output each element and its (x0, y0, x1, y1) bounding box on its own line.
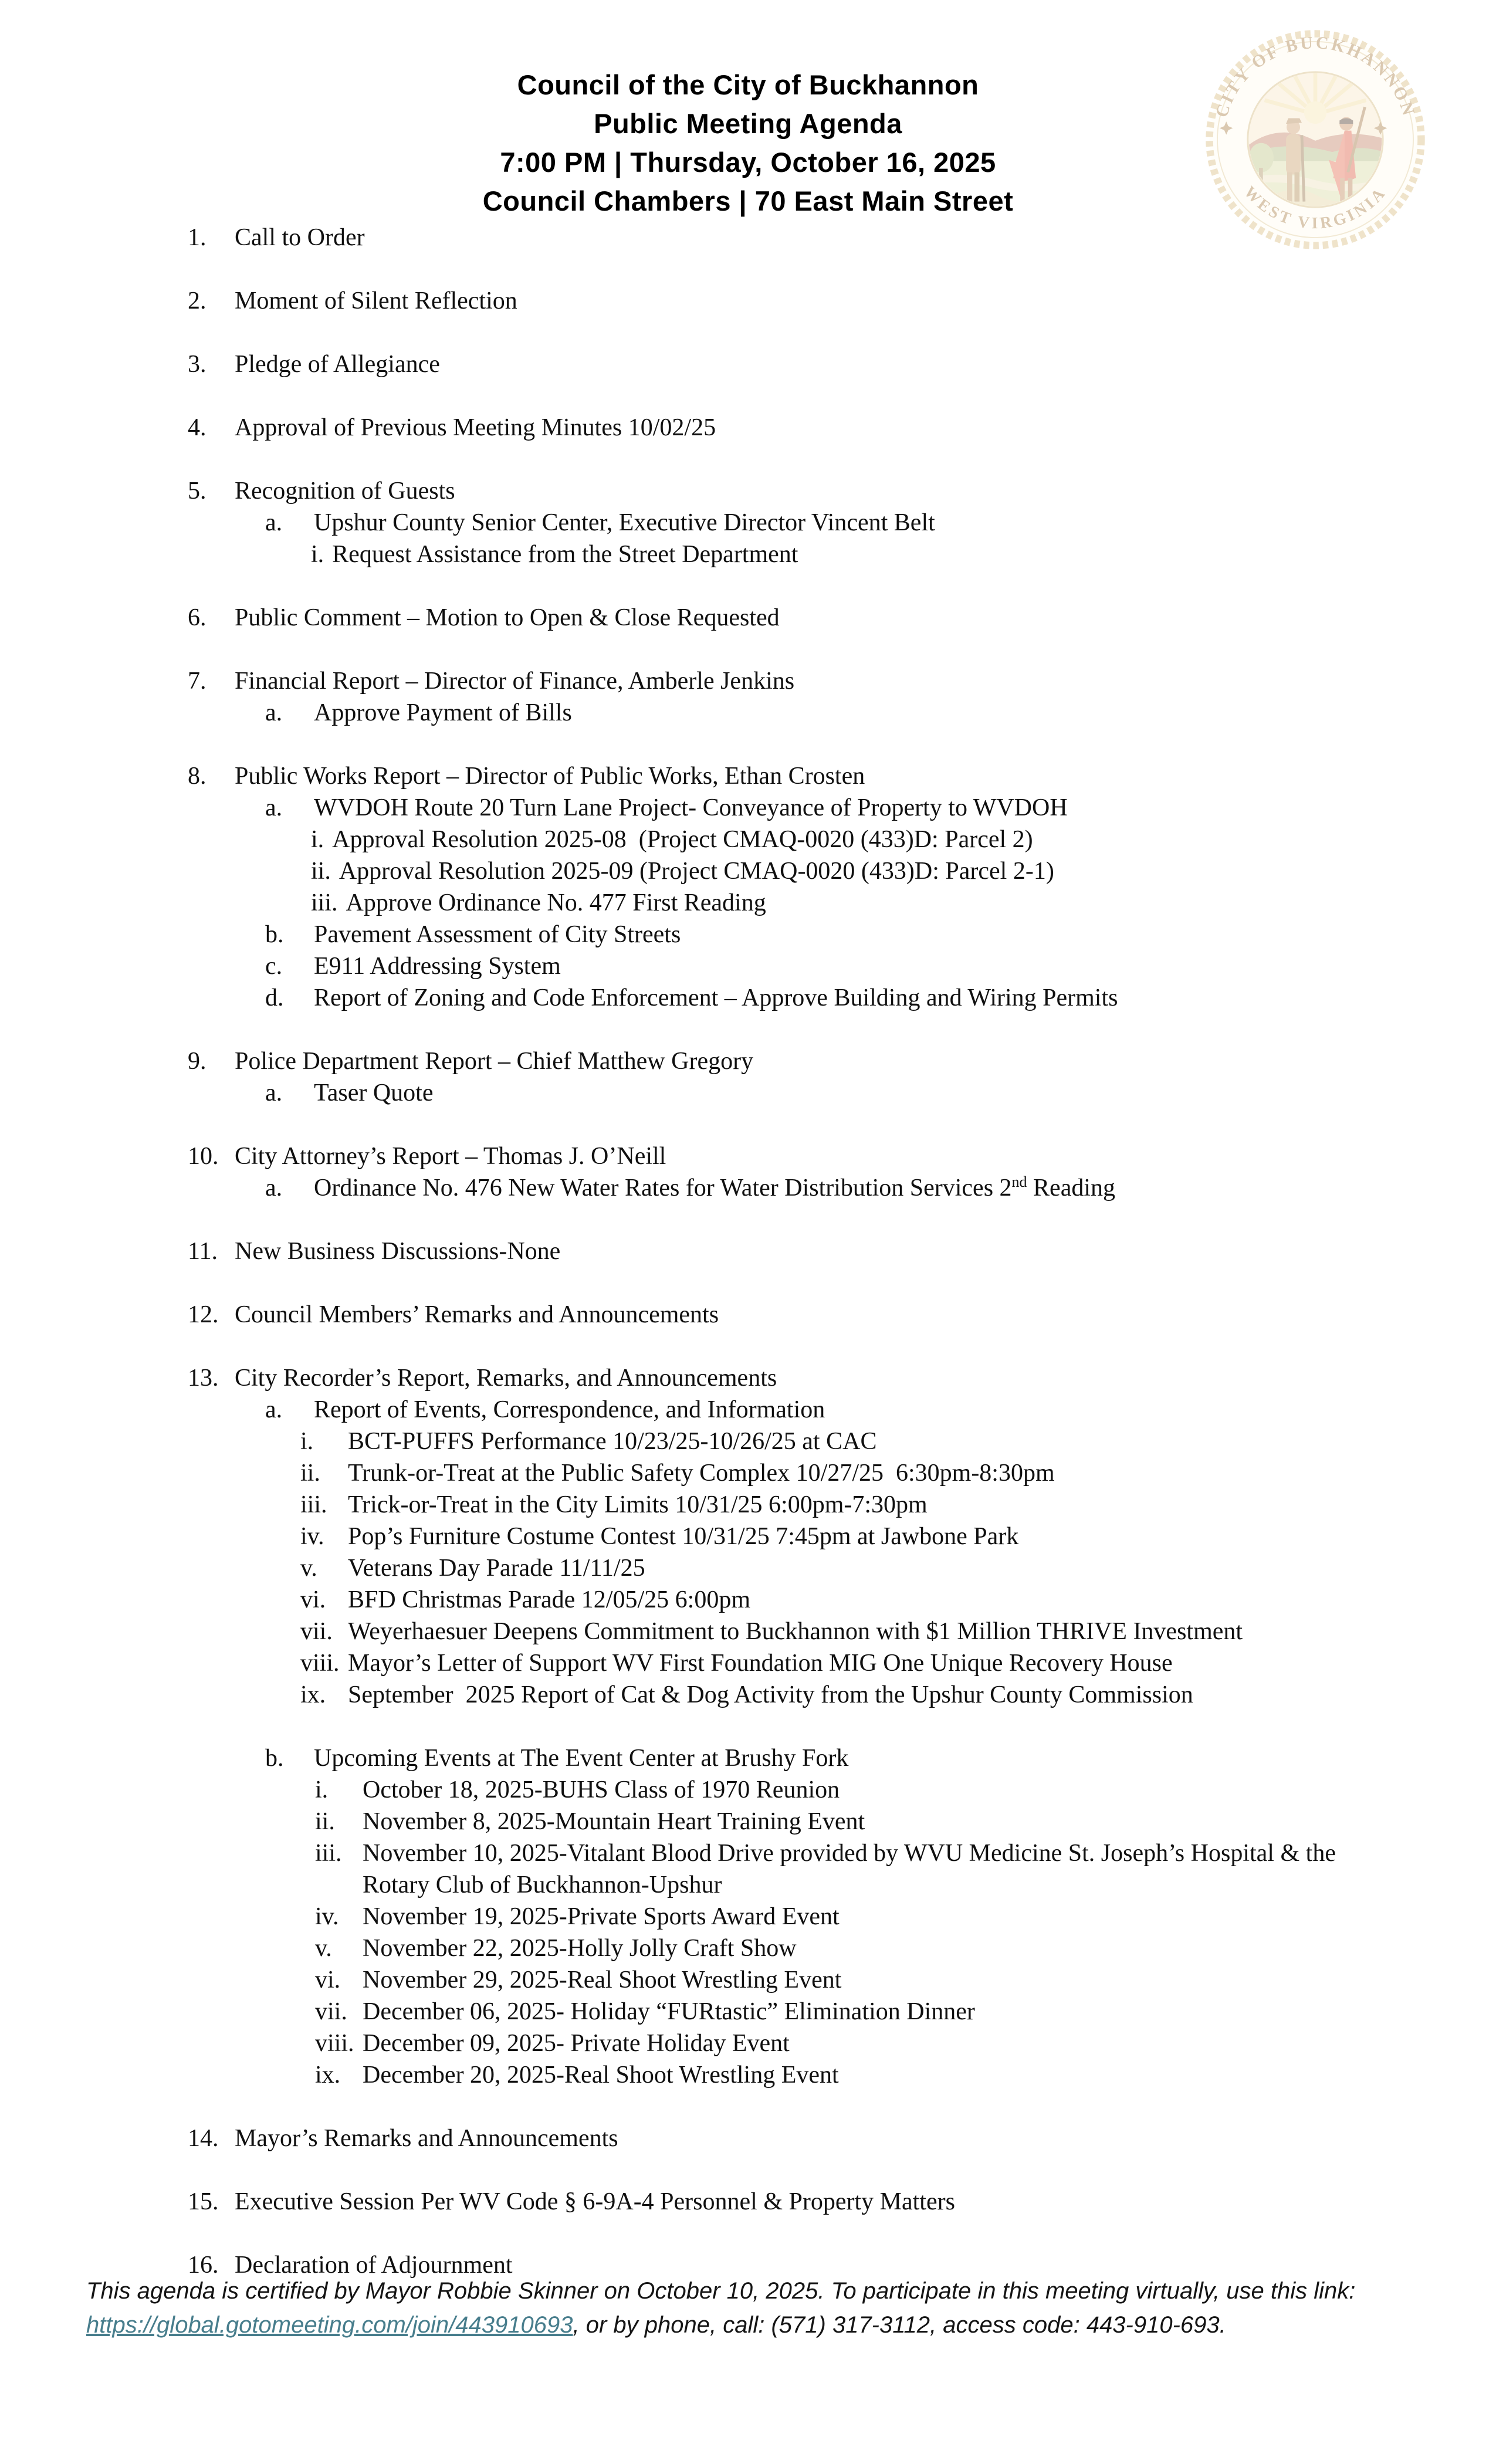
item-marker: 4. (188, 414, 207, 441)
agenda-item-5a (0, 507, 1443, 539)
item-text: Public Works Report – Director of Public Works, Ethan Crosten (235, 763, 865, 790)
agenda-item-13b-vi (0, 1964, 1443, 1996)
agenda-item-13a-viii (0, 1647, 1443, 1679)
footer-line-2 (86, 2308, 1443, 2342)
item-marker: i. (300, 1428, 314, 1455)
item-marker: 7. (188, 668, 207, 695)
item-marker: 6. (188, 604, 207, 631)
item-marker: a. (265, 699, 283, 726)
item-marker: d. (265, 984, 284, 1011)
item-text: Approval of Previous Meeting Minutes 10/02/25 (235, 414, 716, 441)
meeting-link[interactable]: https://global.gotomeeting.com/join/443910693 (86, 2312, 573, 2338)
item-text: Recognition of Guests (235, 478, 455, 505)
item-text: November 29, 2025-Real Shoot Wrestling Event (363, 1967, 842, 1993)
item-text: Moment of Silent Reflection (235, 287, 517, 314)
agenda-item-13a-i (0, 1426, 1443, 1457)
item-text: Approval Resolution 2025-08 (Project CMAQ-0020 (433)D: Parcel 2) (332, 826, 1033, 853)
item-marker: i. (315, 1776, 329, 1803)
item-marker: b. (265, 921, 284, 948)
item-text: September 2025 Report of Cat & Dog Activity from the Upshur County Commission (348, 1681, 1193, 1708)
agenda-item-13b-v (0, 1932, 1443, 1964)
agenda-item-5 (0, 475, 1443, 507)
agenda-item-12 (0, 1299, 1443, 1331)
item-text: Approve Payment of Bills (314, 699, 572, 726)
item-marker: iii. (300, 1491, 327, 1518)
item-text: BFD Christmas Parade 12/05/25 6:00pm (348, 1586, 750, 1613)
item-marker: ii. (315, 1808, 335, 1835)
item-text: Pop’s Furniture Costume Contest 10/31/25 7:45pm at Jawbone Park (348, 1523, 1019, 1550)
item-marker: 12. (188, 1301, 219, 1328)
item-marker: 11. (188, 1238, 218, 1265)
item-text: Approval Resolution 2025-09 (Project CMAQ-0020 (433)D: Parcel 2-1) (339, 858, 1054, 885)
item-marker: 9. (188, 1048, 207, 1075)
item-text: City Attorney’s Report – Thomas J. O’Neill (235, 1143, 666, 1170)
item-text: Approve Ordinance No. 477 First Reading (346, 889, 766, 916)
agenda-item-13b-ix (0, 2059, 1443, 2091)
agenda-item-1 (0, 222, 1443, 253)
item-marker: 16. (188, 2252, 219, 2279)
item-text: Financial Report – Director of Finance, Amberle Jenkins (235, 668, 795, 695)
agenda-item-10a (0, 1172, 1443, 1204)
agenda-item-9a (0, 1077, 1443, 1109)
agenda-item-13 (0, 1362, 1443, 1394)
item-marker: 14. (188, 2125, 219, 2152)
item-marker: a. (265, 1079, 283, 1106)
item-text: Upcoming Events at The Event Center at Brushy Fork (314, 1745, 849, 1772)
agenda-item-3 (0, 348, 1443, 380)
item-text: New Business Discussions-None (235, 1238, 561, 1265)
item-marker: iv. (300, 1523, 324, 1550)
agenda-item-5a-i (0, 539, 1443, 570)
item-marker: vi. (315, 1967, 341, 1993)
footer-certification (86, 2274, 1443, 2342)
agenda-item-8d (0, 982, 1443, 1014)
header-datetime: 7:00 PM | Thursday, October 16, 2025 (500, 147, 996, 178)
item-marker: a. (265, 509, 283, 536)
item-marker: i. (311, 826, 324, 853)
agenda-item-9 (0, 1045, 1443, 1077)
item-marker: 13. (188, 1365, 219, 1392)
seal-bottom-text: WEST VIRGINIA (1240, 182, 1390, 233)
item-text: Mayor’s Letter of Support WV First Foundation MIG One Unique Recovery House (348, 1650, 1173, 1677)
agenda-item-13a-v (0, 1552, 1443, 1584)
agenda-item-8a (0, 792, 1443, 824)
item-text: November 10, 2025-Vitalant Blood Drive provided by WVU Medicine St. Joseph’s Hospital & the Rotary Club of Buckhannon-Upshur (363, 1840, 1342, 1898)
item-marker: c. (265, 953, 283, 980)
agenda-item-13a (0, 1394, 1443, 1426)
header-subtitle: Public Meeting Agenda (594, 108, 902, 139)
agenda-item-8a-i (0, 824, 1443, 855)
agenda-item-13b-iv (0, 1901, 1443, 1932)
item-text-pre: Ordinance No. 476 New Water Rates for Water Distribution Services 2 (314, 1175, 1012, 1201)
item-text: Trunk-or-Treat at the Public Safety Complex 10/27/25 6:30pm-8:30pm (348, 1460, 1055, 1487)
item-text: Report of Events, Correspondence, and Information (314, 1396, 825, 1423)
item-text: Trick-or-Treat in the City Limits 10/31/25 6:00pm-7:30pm (348, 1491, 928, 1518)
agenda-item-7 (0, 665, 1443, 697)
header-title: Council of the City of Buckhannon (517, 69, 979, 100)
item-marker: iii. (315, 1840, 342, 1867)
agenda-item-15 (0, 2186, 1443, 2218)
agenda-item-14 (0, 2123, 1443, 2154)
item-text: City Recorder’s Report, Remarks, and Announcements (235, 1365, 777, 1392)
item-text: December 20, 2025-Real Shoot Wrestling Event (363, 2062, 839, 2089)
item-marker: ii. (311, 858, 331, 885)
agenda-item-10 (0, 1140, 1443, 1172)
item-text: E911 Addressing System (314, 953, 561, 980)
item-marker: 2. (188, 287, 207, 314)
item-marker: b. (265, 1745, 284, 1772)
item-text: Veterans Day Parade 11/11/25 (348, 1555, 645, 1582)
agenda-item-8b (0, 919, 1443, 950)
item-text: November 19, 2025-Private Sports Award Event (363, 1903, 840, 1930)
item-marker: a. (265, 794, 283, 821)
item-marker: 5. (188, 478, 207, 505)
item-marker: v. (300, 1555, 317, 1582)
item-marker: 15. (188, 2188, 219, 2215)
agenda-item-8a-ii (0, 855, 1443, 887)
footer-line-1: This agenda is certified by Mayor Robbie Skinner on October 10, 2025. To participate in this meeting virtually, use this link: (86, 2278, 1356, 2304)
item-text: WVDOH Route 20 Turn Lane Project- Conveyance of Property to WVDOH (314, 794, 1068, 821)
item-marker: a. (265, 1175, 283, 1201)
agenda-item-13b-iii (0, 1837, 1443, 1901)
item-text: Police Department Report – Chief Matthew Gregory (235, 1048, 754, 1075)
agenda-item-13a-vii (0, 1616, 1443, 1647)
item-text (314, 1172, 1443, 1204)
agenda-item-11 (0, 1236, 1443, 1267)
item-text: December 09, 2025- Private Holiday Event (363, 2030, 790, 2057)
agenda-item-8a-iii (0, 887, 1443, 919)
item-marker: 1. (188, 224, 207, 251)
agenda-item-6 (0, 602, 1443, 634)
item-marker: ix. (300, 1681, 326, 1708)
item-text: November 22, 2025-Holly Jolly Craft Show (363, 1935, 797, 1962)
agenda-item-13b-i (0, 1774, 1443, 1806)
ordinal-superscript: nd (1011, 1173, 1027, 1190)
item-text: Report of Zoning and Code Enforcement – Approve Building and Wiring Permits (314, 984, 1118, 1011)
item-marker: i. (311, 541, 324, 568)
agenda-item-8c (0, 950, 1443, 982)
agenda-item-13b-vii (0, 1996, 1443, 2028)
seal-top-text: CITY OF BUCKHANNON (1211, 33, 1419, 120)
item-marker: 3. (188, 351, 207, 378)
agenda-list (0, 222, 1443, 2281)
item-text: Request Assistance from the Street Department (332, 541, 798, 568)
item-marker: iii. (311, 889, 338, 916)
item-text: Council Members’ Remarks and Announcements (235, 1301, 719, 1328)
item-marker: vii. (315, 1998, 347, 2025)
footer-phone-info: , or by phone, call: (571) 317-3112, access code: 443-910-693. (573, 2312, 1226, 2338)
item-text: Public Comment – Motion to Open & Close Requested (235, 604, 780, 631)
item-text: December 06, 2025- Holiday “FURtastic” Elimination Dinner (363, 1998, 975, 2025)
item-text: Taser Quote (314, 1079, 434, 1106)
agenda-item-13a-iii (0, 1489, 1443, 1521)
agenda-item-13a-vi (0, 1584, 1443, 1616)
agenda-item-13a-ii (0, 1457, 1443, 1489)
item-marker: 8. (188, 763, 207, 790)
agenda-item-2 (0, 285, 1443, 317)
header-location: Council Chambers | 70 East Main Street (482, 185, 1014, 216)
item-text: October 18, 2025-BUHS Class of 1970 Reunion (363, 1776, 840, 1803)
item-marker: iv. (315, 1903, 339, 1930)
item-text: Mayor’s Remarks and Announcements (235, 2125, 618, 2152)
item-marker: viii. (315, 2030, 354, 2057)
item-text: Pavement Assessment of City Streets (314, 921, 681, 948)
item-text-post: Reading (1027, 1175, 1116, 1201)
agenda-item-13b-ii (0, 1806, 1443, 1837)
item-text: Declaration of Adjournment (235, 2252, 513, 2279)
agenda-item-13b (0, 1742, 1443, 1774)
item-marker: ii. (300, 1460, 320, 1487)
item-text: Pledge of Allegiance (235, 351, 440, 378)
agenda-item-13b-viii (0, 2028, 1443, 2059)
item-marker: vi. (300, 1586, 326, 1613)
item-marker: a. (265, 1396, 283, 1423)
item-marker: ix. (315, 2062, 341, 2089)
agenda-item-8 (0, 760, 1443, 792)
city-seal (1203, 27, 1428, 252)
item-text: Call to Order (235, 224, 365, 251)
agenda-item-4 (0, 412, 1443, 444)
item-marker: vii. (300, 1618, 333, 1645)
item-marker: 10. (188, 1143, 219, 1170)
item-text: Upshur County Senior Center, Executive Director Vincent Belt (314, 509, 935, 536)
agenda-item-7a (0, 697, 1443, 729)
item-text: Weyerhaesuer Deepens Commitment to Buckhannon with $1 Million THRIVE Investment (348, 1618, 1243, 1645)
agenda-item-13a-iv (0, 1521, 1443, 1552)
item-marker: v. (315, 1935, 332, 1962)
agenda-item-13a-ix (0, 1679, 1443, 1711)
item-marker: viii. (300, 1650, 340, 1677)
item-text: BCT-PUFFS Performance 10/23/25-10/26/25 at CAC (348, 1428, 877, 1455)
item-text: November 8, 2025-Mountain Heart Training Event (363, 1808, 865, 1835)
item-text: Executive Session Per WV Code § 6-9A-4 Personnel & Property Matters (235, 2188, 955, 2215)
